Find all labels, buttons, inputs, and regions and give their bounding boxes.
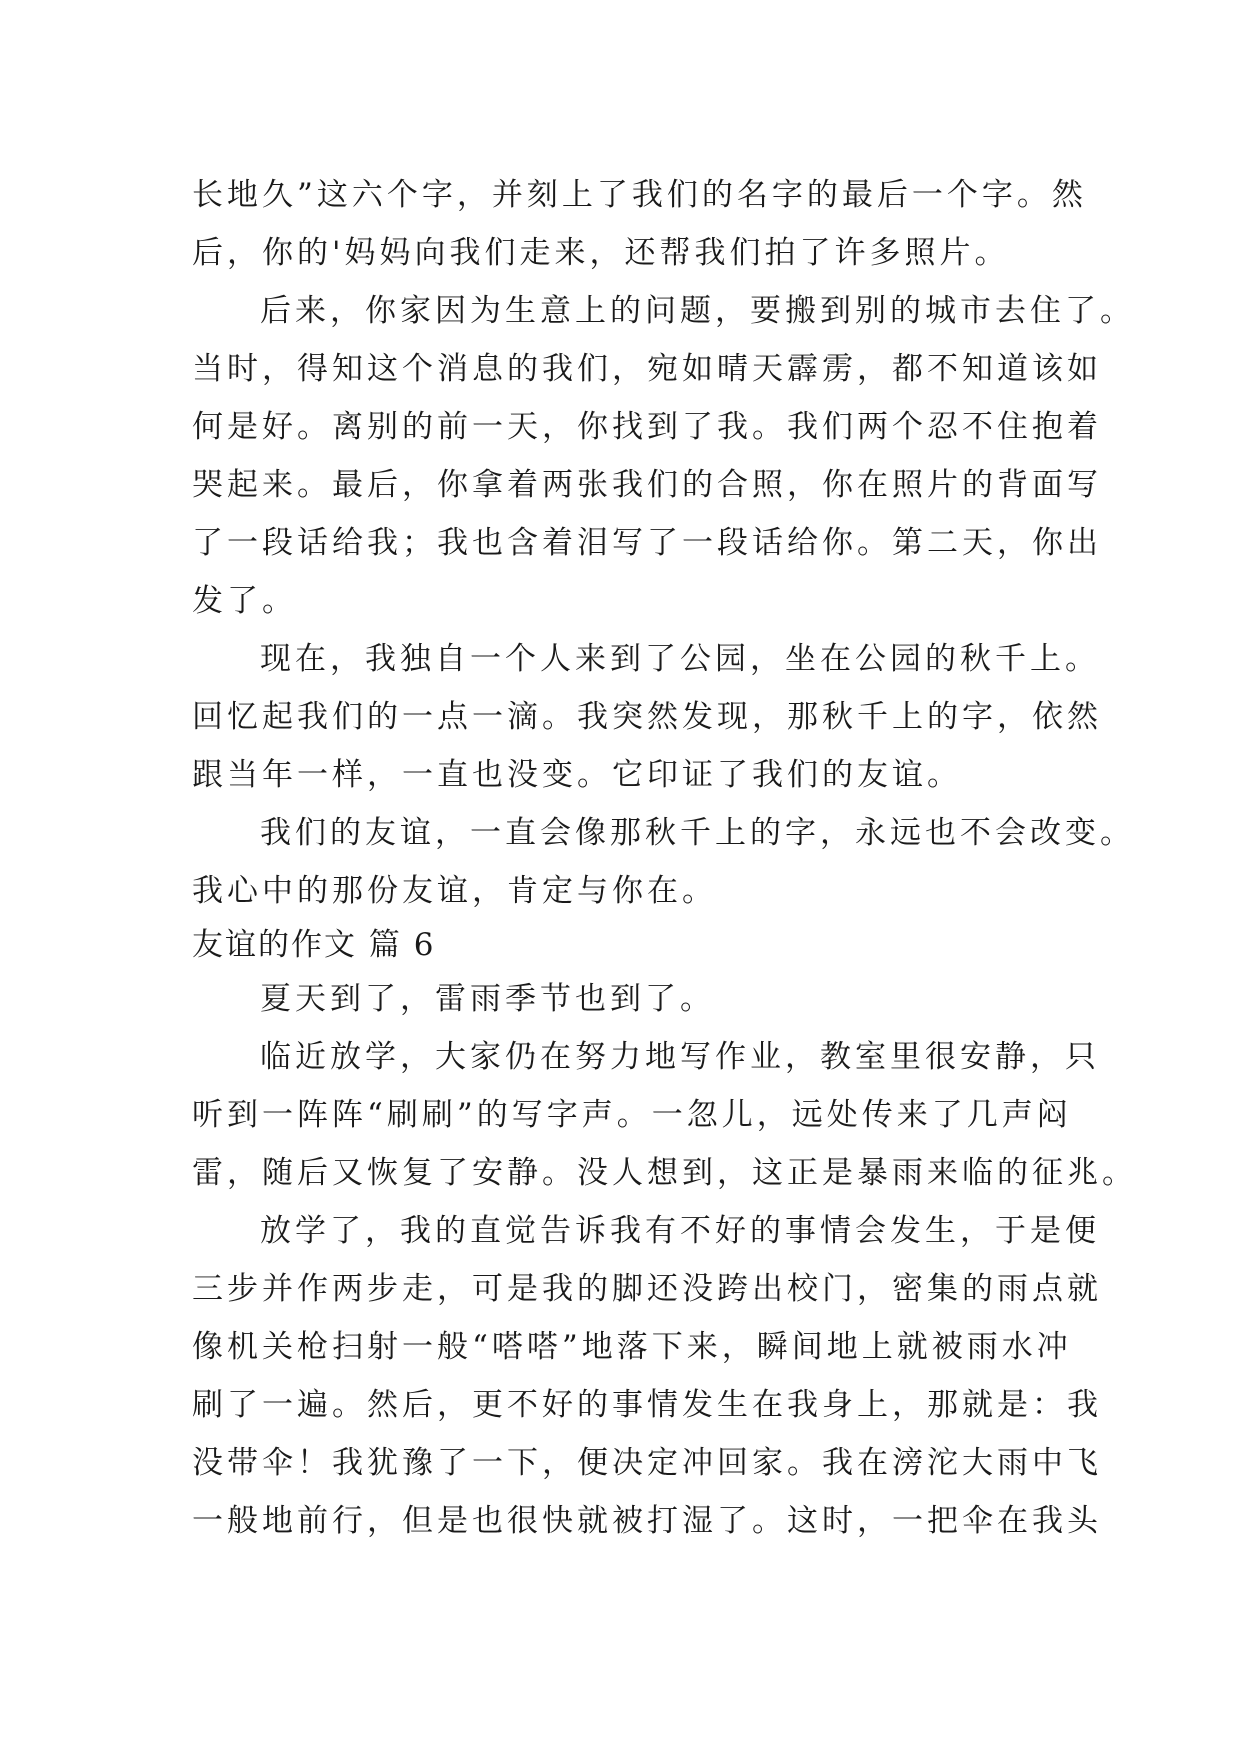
text-line: 没带伞！我犹豫了一下，便决定冲回家。我在滂沱大雨中飞 <box>192 1445 1102 1481</box>
text-line: 了一段话给我；我也含着泪写了一段话给你。第二天，你出 <box>192 525 1102 561</box>
text-line: 像机关枪扫射一般“嗒嗒”地落下来，瞬间地上就被雨水冲 <box>192 1329 1072 1365</box>
text-line: 听到一阵阵“刷刷”的写字声。一忽儿，远处传来了几声闷 <box>192 1097 1072 1133</box>
text-line: 雷，随后又恢复了安静。没人想到，这正是暴雨来临的征兆。 <box>192 1155 1137 1191</box>
text-line: 当时，得知这个消息的我们，宛如晴天霹雳，都不知道该如 <box>192 351 1102 387</box>
text-line: 哭起来。最后，你拿着两张我们的合照，你在照片的背面写 <box>192 467 1102 503</box>
paragraph-start: 后来，你家因为生意上的问题，要搬到别的城市去住了。 <box>260 293 1135 329</box>
text-line: 刷了一遍。然后，更不好的事情发生在我身上，那就是：我 <box>192 1387 1102 1423</box>
text-line: 三步并作两步走，可是我的脚还没跨出校门，密集的雨点就 <box>192 1271 1102 1307</box>
text-line: 何是好。离别的前一天，你找到了我。我们两个忍不住抱着 <box>192 409 1102 445</box>
paragraph-start: 夏天到了，雷雨季节也到了。 <box>260 981 715 1017</box>
paragraph-start: 现在，我独自一个人来到了公园，坐在公园的秋千上。 <box>260 641 1100 677</box>
document-body <box>192 166 1137 1550</box>
text-line: 一般地前行，但是也很快就被打湿了。这时，一把伞在我头 <box>192 1503 1102 1539</box>
text-line: 我心中的那份友谊，肯定与你在。 <box>192 873 717 909</box>
paragraph-start: 我们的友谊，一直会像那秋千上的字，永远也不会改变。 <box>260 815 1135 851</box>
text-line: 回忆起我们的一点一滴。我突然发现，那秋千上的字，依然 <box>192 699 1102 735</box>
paragraph-start: 放学了，我的直觉告诉我有不好的事情会发生，于是便 <box>260 1213 1100 1249</box>
text-line: 发了。 <box>192 583 297 619</box>
section-heading: 友谊的作文 篇 6 <box>192 927 436 963</box>
text-line: 跟当年一样，一直也没变。它印证了我们的友谊。 <box>192 757 962 793</box>
paragraph-start: 临近放学，大家仍在努力地写作业，教室里很安静，只 <box>260 1039 1100 1075</box>
text-line: 长地久”这六个字，并刻上了我们的名字的最后一个字。然 <box>192 177 1087 213</box>
text-line: 后，你的'妈妈向我们走来，还帮我们拍了许多照片。 <box>192 235 1010 271</box>
